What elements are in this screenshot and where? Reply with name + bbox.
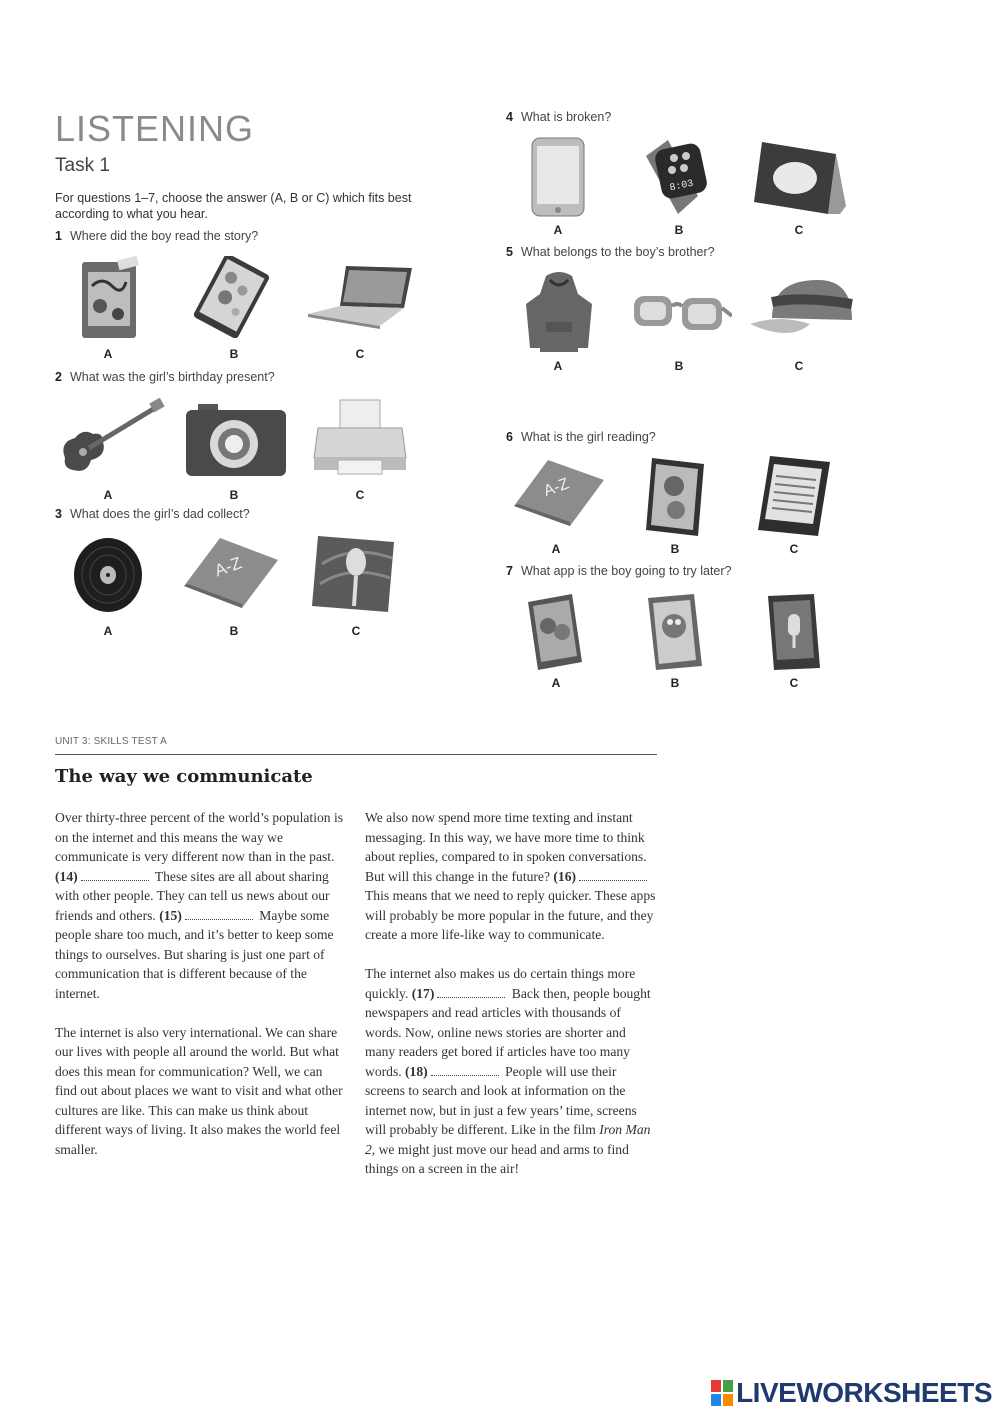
paragraph-text: Maybe some people share too much, and it’s better to keep some things to ourselves. But sharing is just one part of communication that is different because of the internet. bbox=[55, 907, 334, 1001]
gap-number: (18) bbox=[405, 1063, 428, 1079]
option-label[interactable]: B bbox=[229, 488, 239, 502]
option-label[interactable]: A bbox=[553, 223, 563, 237]
video-chat-app-icon[interactable] bbox=[524, 592, 586, 672]
question-number: 3 bbox=[55, 507, 62, 521]
question-number: 5 bbox=[506, 245, 513, 259]
gap-number: (17) bbox=[411, 985, 435, 1001]
paragraph bbox=[55, 1023, 347, 1160]
tablet-icon[interactable] bbox=[190, 256, 272, 338]
smartphone-icon[interactable] bbox=[528, 136, 588, 218]
watch-time: 8:03 bbox=[668, 178, 695, 195]
comic-icon[interactable] bbox=[78, 256, 140, 342]
paragraph-text: Back then, people bought newspapers and read articles with thousands of words. Now, online news stories are shorter and many readers get bored if articles have too many words. bbox=[365, 985, 651, 1079]
question-3 bbox=[55, 507, 250, 521]
question-number: 1 bbox=[55, 229, 62, 243]
gap-number: (14) bbox=[55, 868, 78, 884]
vinyl-record-icon[interactable] bbox=[72, 536, 144, 614]
camera-icon[interactable] bbox=[184, 402, 288, 480]
question-text: What is broken? bbox=[520, 110, 612, 124]
printer-icon[interactable] bbox=[312, 398, 408, 478]
question-number: 6 bbox=[506, 430, 513, 444]
gap-number: (15) bbox=[159, 907, 182, 923]
laptop-icon[interactable] bbox=[306, 262, 416, 332]
option-label[interactable]: B bbox=[670, 542, 680, 556]
book-title: A-Z bbox=[541, 475, 572, 501]
tablet-stand-icon[interactable] bbox=[752, 136, 848, 218]
option-label[interactable]: C bbox=[789, 542, 799, 556]
question-text: What app is the boy going to try later? bbox=[520, 564, 732, 578]
ereader-icon[interactable] bbox=[756, 454, 832, 538]
question-6 bbox=[506, 430, 656, 444]
liveworksheets-logo bbox=[711, 1378, 992, 1408]
guitar-icon[interactable] bbox=[55, 398, 165, 482]
logo-badge-icon bbox=[711, 1380, 733, 1406]
option-label[interactable]: B bbox=[670, 676, 680, 690]
question-7 bbox=[506, 564, 732, 578]
voice-app-icon[interactable] bbox=[762, 592, 824, 672]
question-number: 7 bbox=[506, 564, 513, 578]
sunglasses-icon[interactable] bbox=[628, 286, 732, 338]
section-title: LISTENING bbox=[55, 108, 255, 149]
picture-book-icon[interactable] bbox=[642, 456, 708, 538]
reading-column-left bbox=[55, 808, 347, 1179]
paragraph-text: We also now spend more time texting and instant messaging. In this way, we have more time to think about replies, compared to in spoken conversations. But will this change in the future? bbox=[365, 810, 647, 884]
smartwatch-icon[interactable] bbox=[638, 136, 720, 218]
paragraph bbox=[365, 808, 657, 945]
paragraph bbox=[365, 964, 657, 1179]
option-label[interactable]: C bbox=[351, 624, 361, 638]
gap-18-input[interactable] bbox=[431, 1065, 499, 1076]
question-text: Where did the boy read the story? bbox=[69, 229, 259, 243]
question-number: 2 bbox=[55, 370, 62, 384]
gap-number: (16) bbox=[553, 868, 577, 884]
question-text: What was the girl’s birthday present? bbox=[69, 370, 275, 384]
option-label[interactable]: B bbox=[229, 347, 239, 361]
gap-17-input[interactable] bbox=[437, 987, 505, 998]
option-label[interactable]: A bbox=[551, 542, 561, 556]
question-text: What belongs to the boy’s brother? bbox=[520, 245, 715, 259]
game-app-icon[interactable] bbox=[644, 592, 706, 672]
cap-icon[interactable] bbox=[748, 276, 854, 346]
option-label[interactable]: A bbox=[553, 359, 563, 373]
question-text: What is the girl reading? bbox=[520, 430, 656, 444]
paragraph-text: People will use their screens to search and look at information on the internet now, but in just a few years’ time, screens will probably be different. Like in the film bbox=[365, 1063, 637, 1137]
option-label[interactable]: B bbox=[674, 223, 684, 237]
divider bbox=[55, 754, 657, 755]
paragraph-text: The internet is also very international. We can share our lives with people all around the world. But what does this mean for communication? Well, we can find out about places we want to visit and what other cultures are like. This can make us think about different ways of living. It also makes the world feel smaller. bbox=[55, 1024, 343, 1157]
task-title: Task 1 bbox=[55, 155, 110, 176]
paragraph-text: The internet also makes us do certain things more quickly. bbox=[365, 966, 636, 1001]
paragraph-text: This means that we need to reply quicker. These apps will probably be more popular in the future, and they create a more life-like way to communicate. bbox=[365, 888, 656, 942]
option-label[interactable]: C bbox=[355, 488, 365, 502]
question-1 bbox=[55, 229, 258, 243]
paragraph bbox=[55, 808, 347, 1003]
logo-text: LIVEWORKSHEETS bbox=[736, 1377, 992, 1408]
task-instructions: For questions 1–7, choose the answer (A, B or C) which fits best according to what you hear. bbox=[55, 191, 412, 221]
paragraph-text: Over thirty-three percent of the world’s population is on the internet and this means the way we communicate is very different now than in the past. bbox=[55, 810, 344, 864]
question-4 bbox=[506, 110, 611, 124]
option-label[interactable]: A bbox=[103, 347, 113, 361]
question-2 bbox=[55, 370, 275, 384]
gap-16-input[interactable] bbox=[579, 870, 647, 881]
question-5 bbox=[506, 245, 715, 259]
dictionary-icon[interactable] bbox=[180, 534, 280, 610]
option-label[interactable]: C bbox=[794, 223, 804, 237]
film-title: Iron Man 2 bbox=[365, 1122, 651, 1157]
question-text: What does the girl’s dad collect? bbox=[69, 507, 250, 521]
option-label[interactable]: A bbox=[103, 624, 113, 638]
microphone-poster-icon[interactable] bbox=[312, 534, 396, 614]
paragraph-text: , we might just move our head and arms to find things on a screen in the air! bbox=[365, 1141, 629, 1176]
option-label[interactable]: A bbox=[551, 676, 561, 690]
paragraph-text: These sites are all about sharing with other people. They can tell us news about our friends and others. bbox=[55, 868, 330, 923]
option-label[interactable]: B bbox=[229, 624, 239, 638]
dictionary-icon[interactable] bbox=[510, 456, 606, 528]
option-label[interactable]: C bbox=[794, 359, 804, 373]
book-title: A-Z bbox=[212, 553, 245, 581]
reading-column-right bbox=[365, 808, 657, 1198]
gap-15-input[interactable] bbox=[185, 909, 253, 920]
unit-label: UNIT 3: SKILLS TEST A bbox=[55, 736, 168, 747]
gap-14-input[interactable] bbox=[81, 870, 149, 881]
option-label[interactable]: C bbox=[355, 347, 365, 361]
reading-title: The way we communicate bbox=[55, 766, 313, 787]
option-label[interactable]: B bbox=[674, 359, 684, 373]
option-label[interactable]: A bbox=[103, 488, 113, 502]
option-label[interactable]: C bbox=[789, 676, 799, 690]
question-number: 4 bbox=[506, 110, 513, 124]
hoodie-icon[interactable] bbox=[524, 270, 594, 354]
